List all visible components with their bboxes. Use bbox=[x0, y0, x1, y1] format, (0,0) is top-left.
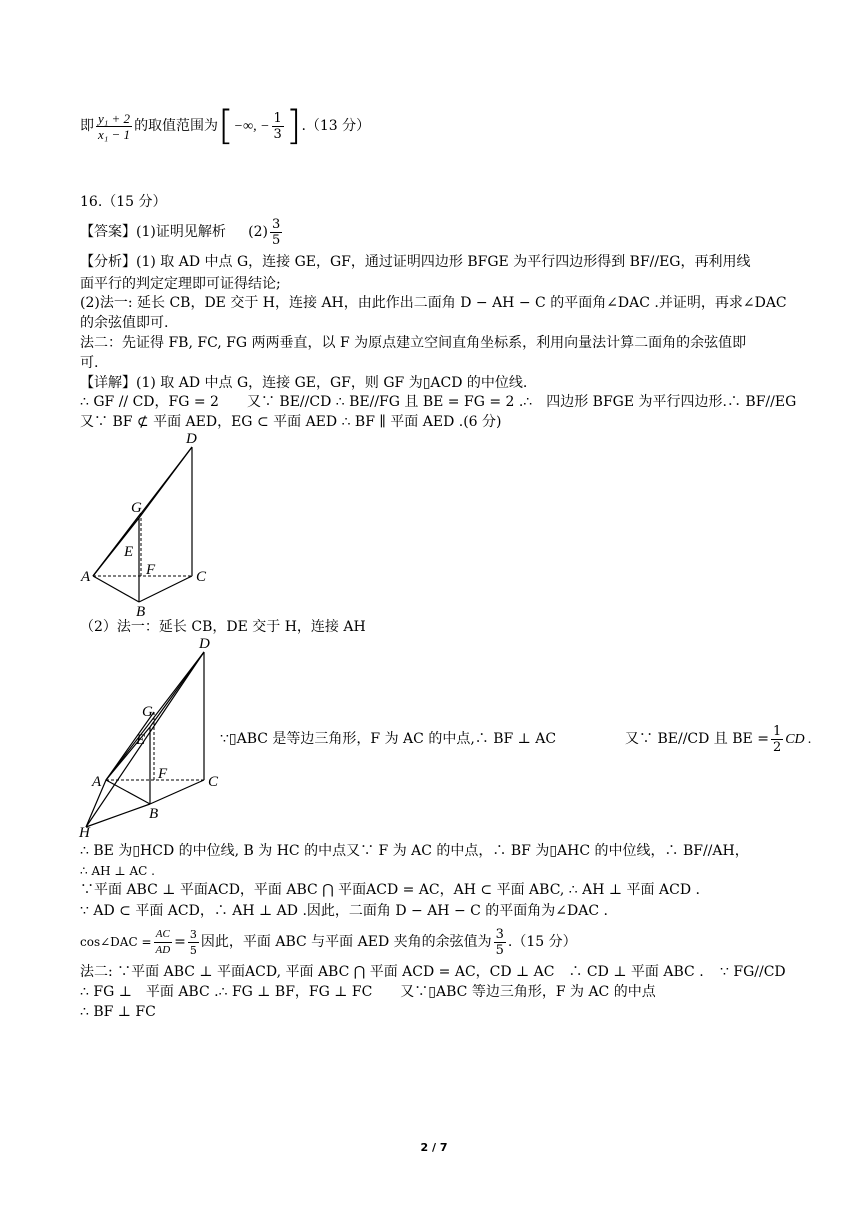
figure-1 bbox=[76, 428, 226, 620]
fig1-label-E: E bbox=[124, 544, 134, 560]
analysis-line-2: 面平行的判定定理即可证得结论; bbox=[80, 276, 281, 292]
line-a: ∴ BE 为▯HCD 的中位线, B 为 HC 的中点又∵ F 为 AC 的中点，∴ BF 为▯AHC 的中位线，∴ BF//AH， bbox=[80, 843, 749, 859]
fig2-label-D: D bbox=[199, 636, 210, 652]
detail-line-2: ∴ GF // CD，FG = 2 又∵ BE//CD ∴ BE//FG 且 BE = FG = 2 .∴ 四边形 BFGE 为平行四边形.∴ BF//EG bbox=[80, 394, 797, 410]
q16-header: 16.（15 分） bbox=[80, 194, 167, 210]
analysis-line-4: 的余弦值即可. bbox=[80, 315, 169, 331]
method2-line-1: 法二: ∵平面 ABC ⊥ 平面ACD, 平面 ABC ⋂ 平面 ACD = AC，CD ⊥ AC ∴ CD ⊥ 平面 ABC . bbox=[80, 964, 704, 980]
range-lower: −∞, − bbox=[233, 119, 270, 134]
fig1-label-A: A bbox=[81, 569, 91, 585]
cos-fraction-3: $\frac{3}{5}$ bbox=[495, 926, 504, 958]
part2-line-1: （2）法一：延长 CB，DE 交于 H，连接 AH bbox=[80, 619, 366, 635]
range-text: 的取值范围为 bbox=[134, 118, 219, 134]
analysis-line-5: 法二：先证得 FB, FC, FG 两两垂直，以 F 为原点建立空间直角坐标系，利用向量法计算二面角的余弦值即 bbox=[80, 335, 747, 351]
range-prefix: 即 bbox=[80, 118, 94, 134]
line-b: ∴ AH ⊥ AC . bbox=[80, 864, 155, 878]
line-d: ∵ AD ⊂ 平面 ACD，∴ AH ⊥ AD .因此，二面角 D − AH − C 的平面角为∠DAC . bbox=[80, 903, 608, 919]
fig2-label-E: E bbox=[136, 732, 146, 748]
ratio-fraction: $\frac{\text{y₁ + 2}}{\text{x₁ − 1}}$ bbox=[98, 110, 131, 142]
page-number: 2 / 7 bbox=[420, 1141, 448, 1154]
fig2-label-G: G bbox=[142, 704, 153, 720]
fig1-label-C: C bbox=[196, 569, 207, 585]
fig2-label-A: A bbox=[92, 774, 102, 790]
method2-line-1-right: ∵ FG//CD bbox=[720, 964, 786, 980]
method2-line-3: ∴ BF ⊥ FC bbox=[80, 1004, 156, 1020]
score-13: .（13 分） bbox=[301, 118, 371, 134]
analysis-line-3: (2)法一: 延长 CB，DE 交于 H，连接 AH，由此作出二面角 D − AH − C 的平面角∠DAC .并证明，再求∠DAC bbox=[80, 295, 787, 311]
fig1-label-F: F bbox=[146, 562, 156, 578]
analysis-line-6: 可. bbox=[80, 355, 99, 371]
cos-line: cos∠DAC = $\frac{AC}{AD}$ = $\frac{3}{5}$ 因此，平面 ABC 与平面 AED 夹角的余弦值为 $\frac{3}{5}$ .（15 分） bbox=[80, 926, 577, 958]
fig1-label-B: B bbox=[136, 604, 146, 620]
detail-line-1: 【详解】(1) 取 AD 中点 G，连接 GE，GF，则 GF 为▯ACD 的中位线. bbox=[80, 375, 528, 391]
fig2-label-B: B bbox=[149, 806, 159, 822]
figure-2 bbox=[76, 632, 226, 840]
cos-fraction-1: $\frac{AC}{AD}$ bbox=[155, 927, 171, 956]
cos-fraction-2: $\frac{3}{5}$ bbox=[189, 927, 197, 957]
analysis-line-1: 【分析】(1) 取 AD 中点 G，连接 GE，GF，通过证明四边形 BFGE 为平行四边形得到 BF//EG，再利用线 bbox=[80, 254, 751, 270]
method2-line-2: ∴ FG ⊥ 平面 ABC .∴ FG ⊥ BF，FG ⊥ FC 又∵▯ABC 等边三角形，F 为 AC 的中点 bbox=[80, 984, 656, 1000]
range-fraction: $\frac{1}{3}$ bbox=[273, 110, 282, 142]
line-c: ∵平面 ABC ⊥ 平面ACD，平面 ABC ⋂ 平面ACD = AC，AH ⊂ 平面 ABC, ∴ AH ⊥ 平面 ACD . bbox=[80, 882, 700, 898]
fig1-label-D: D bbox=[186, 431, 197, 447]
half-fraction: $\frac{1}{2}$ bbox=[772, 723, 782, 755]
range-line: 即 $\frac{\text{y₁ + 2}}{\text{x₁ − 1}}$ 的取值范围为[−∞, − $\frac{1}{3}$ ].（13 分） bbox=[80, 103, 371, 149]
part2-side: ∵▯ABC 是等边三角形，F 为 AC 的中点,∴ BF ⊥ AC 又∵ BE//CD 且 BE = $\frac{1}{2}$ CD . bbox=[220, 723, 812, 755]
detail-line-3: 又∵ BF ⊄ 平面 AED，EG ⊂ 平面 AED ∴ BF ∥ 平面 AED .(6 分) bbox=[80, 414, 502, 430]
fig2-label-C: C bbox=[208, 774, 219, 790]
figure-2-svg bbox=[76, 632, 226, 840]
fig2-label-H: H bbox=[79, 825, 90, 840]
fig1-label-G: G bbox=[131, 500, 142, 516]
figure-1-svg bbox=[76, 428, 226, 620]
answer-line: 【答案】(1)证明见解析 (2) $\frac{3}{5}$ bbox=[80, 216, 281, 248]
fig2-label-F: F bbox=[158, 766, 168, 782]
answer-fraction: $\frac{3}{5}$ bbox=[271, 216, 281, 248]
